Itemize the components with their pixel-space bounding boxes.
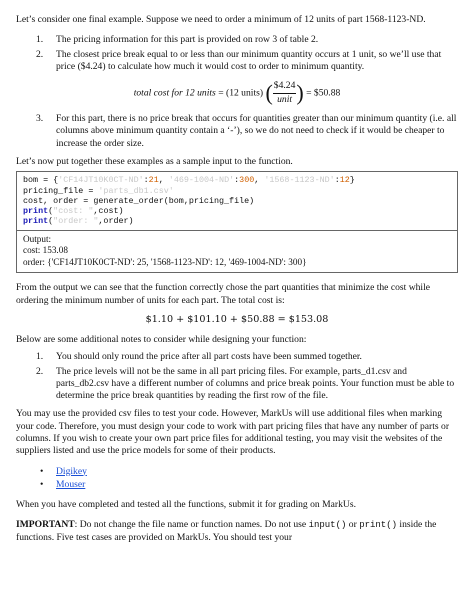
from-output-paragraph: From the output we can see that the function correctly chose the part quantities that minimize the cost while ordering the minimum number of units for each part. The total cost is: [16,282,431,306]
code-input: input() [308,520,347,531]
list-text: The pricing information for this part is provided on row 3 of table 2. [56,34,319,46]
equation-total-cost [16,79,458,107]
list-item [16,34,458,46]
submit-paragraph: When you have completed and tested all the functions, submit it for grading on MarkUs. [16,499,356,511]
important-label: IMPORTANT [16,519,75,531]
output-cost: cost: 153.08 [23,245,68,256]
link-mouser[interactable]: Mouser [56,478,86,490]
bullet-icon: • [40,478,44,490]
list-number: 1. [36,34,44,46]
list-text: The price levels will not be the same in all part pricing files. For example, parts_d1.csv and parts_db2.csv have a different number of columns and price break points. Your function must be able to determine the price break quantities by reading the first row of the file. [56,365,455,402]
output-block [16,231,458,274]
list-number: 2. [36,365,44,377]
steps-list-2 [16,113,458,150]
notes-intro: Below are some additional notes to consider while designing your function: [16,334,307,346]
list-number: 3. [36,113,44,125]
total-cost-equation: $1.10 + $101.10 + $50.88 = $153.08 [145,313,329,325]
list-item [16,113,458,150]
list-item [16,351,458,363]
supplier-links [16,466,458,492]
fraction-numerator: $4.24 [273,80,297,93]
equation-result: = $50.88 [306,87,341,99]
important-paragraph: IMPORTANT: Do not change the file name or function names. Do not use input() or print() inside the functions. Five test cases are provided on MarkUs. You should test your [16,519,437,543]
link-digikey[interactable]: Digikey [56,465,87,477]
list-text: You should only round the price after all part costs have been summed together. [56,351,362,363]
intro-paragraph: Let’s consider one final example. Suppose we need to order a minimum of 12 units of part 1568-1123-ND. [16,14,426,25]
notes-list [16,351,458,402]
bullet-icon: • [40,465,44,477]
code-print: print() [359,520,397,531]
steps-list-1 [16,34,458,73]
code-block: bom = {'CF14JT10K0CT-ND':21, '469-1004-ND':300, '1568-1123-ND':12} pricing_file = 'parts_db1.csv' cost, order = generate_order(bom,pricing_file) print("cost: ",cost) print("order: ",order) [16,171,458,230]
list-number: 1. [36,351,44,363]
equation-lhs: total cost for 12 units [133,87,216,99]
list-text: For this part, there is no price break that occurs for quantities greater than our minimum quantity (i.e. all columns above minimum quantity contain a ‘-’), so we do not need to check if it would be cheaper to increase the order size. [56,113,457,149]
output-label: Output: [23,233,52,244]
list-item [16,366,458,403]
list-item [16,466,458,478]
paren-open: ( [265,80,273,106]
equation-fraction [273,80,297,106]
list-item [16,479,458,491]
list-number: 2. [36,48,44,60]
output-order: order: {'CF14JT10K0CT-ND': 25, '1568-1123-ND': 12, '469-1004-ND': 300} [23,256,307,267]
list-item [16,49,458,74]
fraction-denominator: unit [277,93,293,105]
paren-close: ) [296,80,304,106]
equation-multiplier: = (12 units) [218,87,264,99]
put-together-paragraph: Let’s now put together these examples as a sample input to the function. [16,156,293,168]
markus-paragraph: You may use the provided csv files to test your code. However, MarkUs will use additional files when marking your code. Therefore, you must design your code to work with part pricing files that have any number of parts or columns. If you wish to create your own part price files for additional testing, you may visit the websites of the suppliers listed and use the price models for some of their products. [16,408,450,457]
list-text: The closest price break equal to or less than our minimum quantity occurs at 1 unit, so we’ll use that price ($4.24) to calculate how much it would cost to order to minimum quantity. [56,48,442,72]
